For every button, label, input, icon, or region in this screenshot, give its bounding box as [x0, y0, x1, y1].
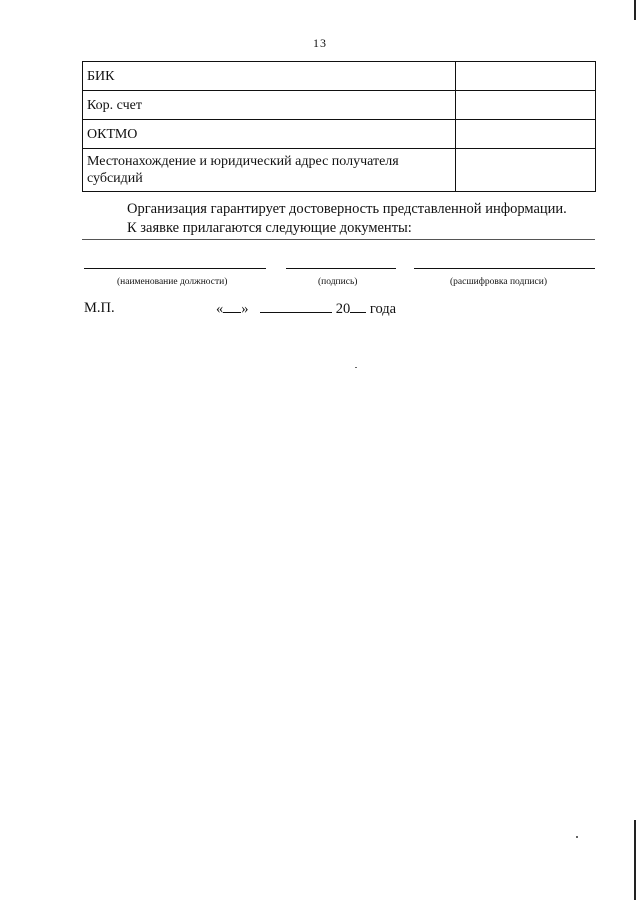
signature-caption: (подпись)	[318, 277, 358, 287]
month-blank[interactable]	[260, 300, 332, 313]
table-row	[83, 91, 596, 120]
date-field	[216, 300, 396, 318]
guarantee-line: Организация гарантирует достоверность представленной информации.	[127, 201, 567, 217]
corr-account-value[interactable]	[456, 91, 596, 120]
decryption-line[interactable]	[414, 268, 595, 269]
scan-edge-mark	[634, 0, 636, 20]
attached-documents-line: К заявке прилагаются следующие документы:	[127, 220, 412, 236]
oktmo-label: ОКТМО	[83, 120, 456, 149]
year-suffix: года	[369, 301, 397, 317]
quote-open: «	[216, 301, 224, 317]
scan-speck	[355, 367, 357, 368]
signature-line[interactable]	[286, 268, 396, 269]
position-line[interactable]	[84, 268, 266, 269]
oktmo-value[interactable]	[456, 120, 596, 149]
table-row	[83, 120, 596, 149]
scan-edge-mark	[634, 820, 636, 900]
year-prefix: 20	[335, 301, 351, 317]
day-blank[interactable]	[223, 300, 241, 313]
bik-value[interactable]	[456, 62, 596, 91]
table-row	[83, 62, 596, 91]
stamp-place: М.П.	[84, 300, 115, 316]
address-label: Местонахождение и юридический адрес получателя субсидий	[83, 149, 456, 192]
year-blank[interactable]	[350, 300, 366, 313]
bik-label: БИК	[83, 62, 456, 91]
quote-close: »	[241, 301, 249, 317]
decryption-caption: (расшифровка подписи)	[450, 277, 547, 287]
page-number: 13	[313, 36, 327, 50]
position-caption: (наименование должности)	[117, 277, 228, 287]
scan-speck	[576, 836, 578, 838]
guarantee-statement	[127, 200, 607, 237]
address-value[interactable]	[456, 149, 596, 192]
corr-account-label: Кор. счет	[83, 91, 456, 120]
documents-fill-line[interactable]	[82, 239, 595, 240]
table-row	[83, 149, 596, 192]
bank-details-table	[82, 61, 596, 192]
